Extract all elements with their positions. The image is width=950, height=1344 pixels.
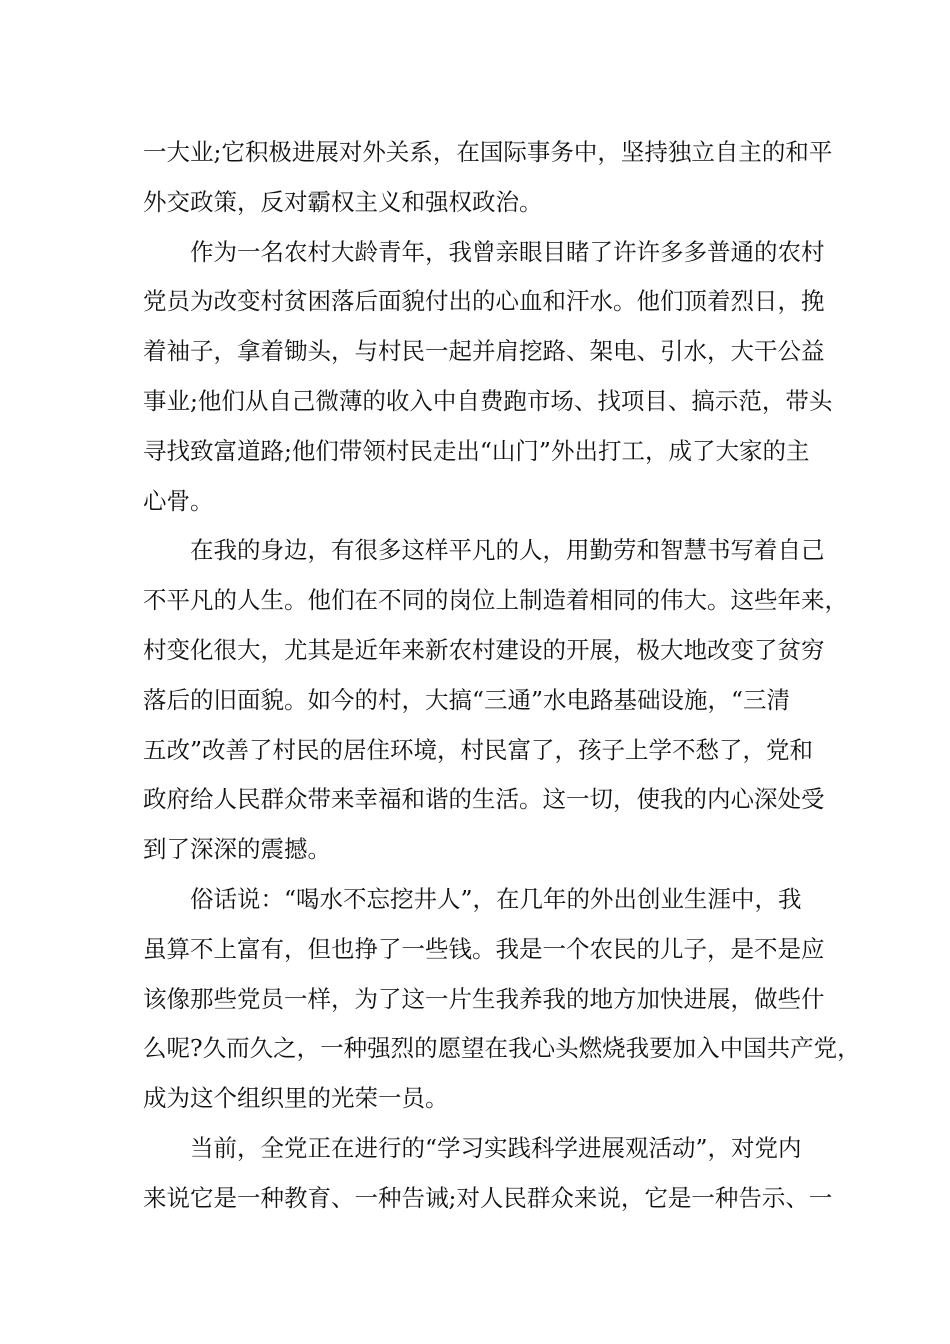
text-line: 村变化很大，尤其是近年来新农村建设的开展，极大地改变了贫穷 [143, 635, 825, 664]
text-line: 虽算不上富有，但也挣了一些钱。我是一个农民的儿子，是不是应 [143, 934, 825, 963]
text-line: 事业;他们从自己微薄的收入中自费跑市场、找项目、搞示范，带头 [143, 386, 833, 415]
text-line: 该像那些党员一样，为了这一片生我养我的地方加快进展，做些什 [143, 984, 825, 1013]
text-line: 成为这个组织里的光荣一员。 [143, 1084, 449, 1113]
paragraph-5 [143, 1124, 833, 1224]
text-line: 一大业;它积极进展对外关系，在国际事务中，坚持独立自主的和平 [143, 138, 833, 166]
text-line: 作为一名农村大龄青年，我曾亲眼目睹了许许多多普通的农村 [190, 237, 825, 266]
text-line: 寻找致富道路;他们带领村民走出“山门”外出打工，成了大家的主 [143, 436, 810, 465]
text-line: 到了深深的震撼。 [143, 835, 331, 864]
text-line: 当前，全党正在进行的“学习实践科学进展观活动”，对党内 [190, 1133, 802, 1162]
text-line: 么呢?久而久之，一种强烈的愿望在我心头燃烧我要加入中国共产党， [143, 1034, 861, 1063]
document-body [143, 128, 861, 1224]
text-line: 不平凡的人生。他们在不同的岗位上制造着相同的伟大。这些年来， [143, 586, 848, 615]
text-line: 来说它是一种教育、一种告诫;对人民群众来说，它是一种告示、一 [143, 1183, 833, 1212]
text-line: 外交政策，反对霸权主义和强权政治。 [143, 187, 543, 216]
paragraph-3 [143, 526, 848, 875]
text-line: 五改”改善了村民的居住环境，村民富了，孩子上学不愁了，党和 [143, 735, 814, 764]
text-line: 落后的旧面貌。如今的村，大搞“三通”水电路基础设施，“三清 [143, 685, 791, 714]
paragraph-4 [143, 875, 861, 1124]
text-line: 党员为改变村贫困落后面貌付出的心血和汗水。他们顶着烈日，挽 [143, 287, 825, 316]
text-line: 俗话说：“喝水不忘挖井人”，在几年的外出创业生涯中，我 [190, 884, 802, 913]
paragraph-1 [143, 128, 833, 228]
text-line: 心骨。 [143, 486, 214, 515]
text-line: 政府给人民群众带来幸福和谐的生活。这一切，使我的内心深处受 [143, 785, 825, 814]
paragraph-2 [143, 228, 833, 527]
text-line: 着袖子，拿着锄头，与村民一起并肩挖路、架电、引水，大干公益 [143, 337, 825, 366]
text-line: 在我的身边，有很多这样平凡的人，用勤劳和智慧书写着自己 [190, 536, 825, 565]
